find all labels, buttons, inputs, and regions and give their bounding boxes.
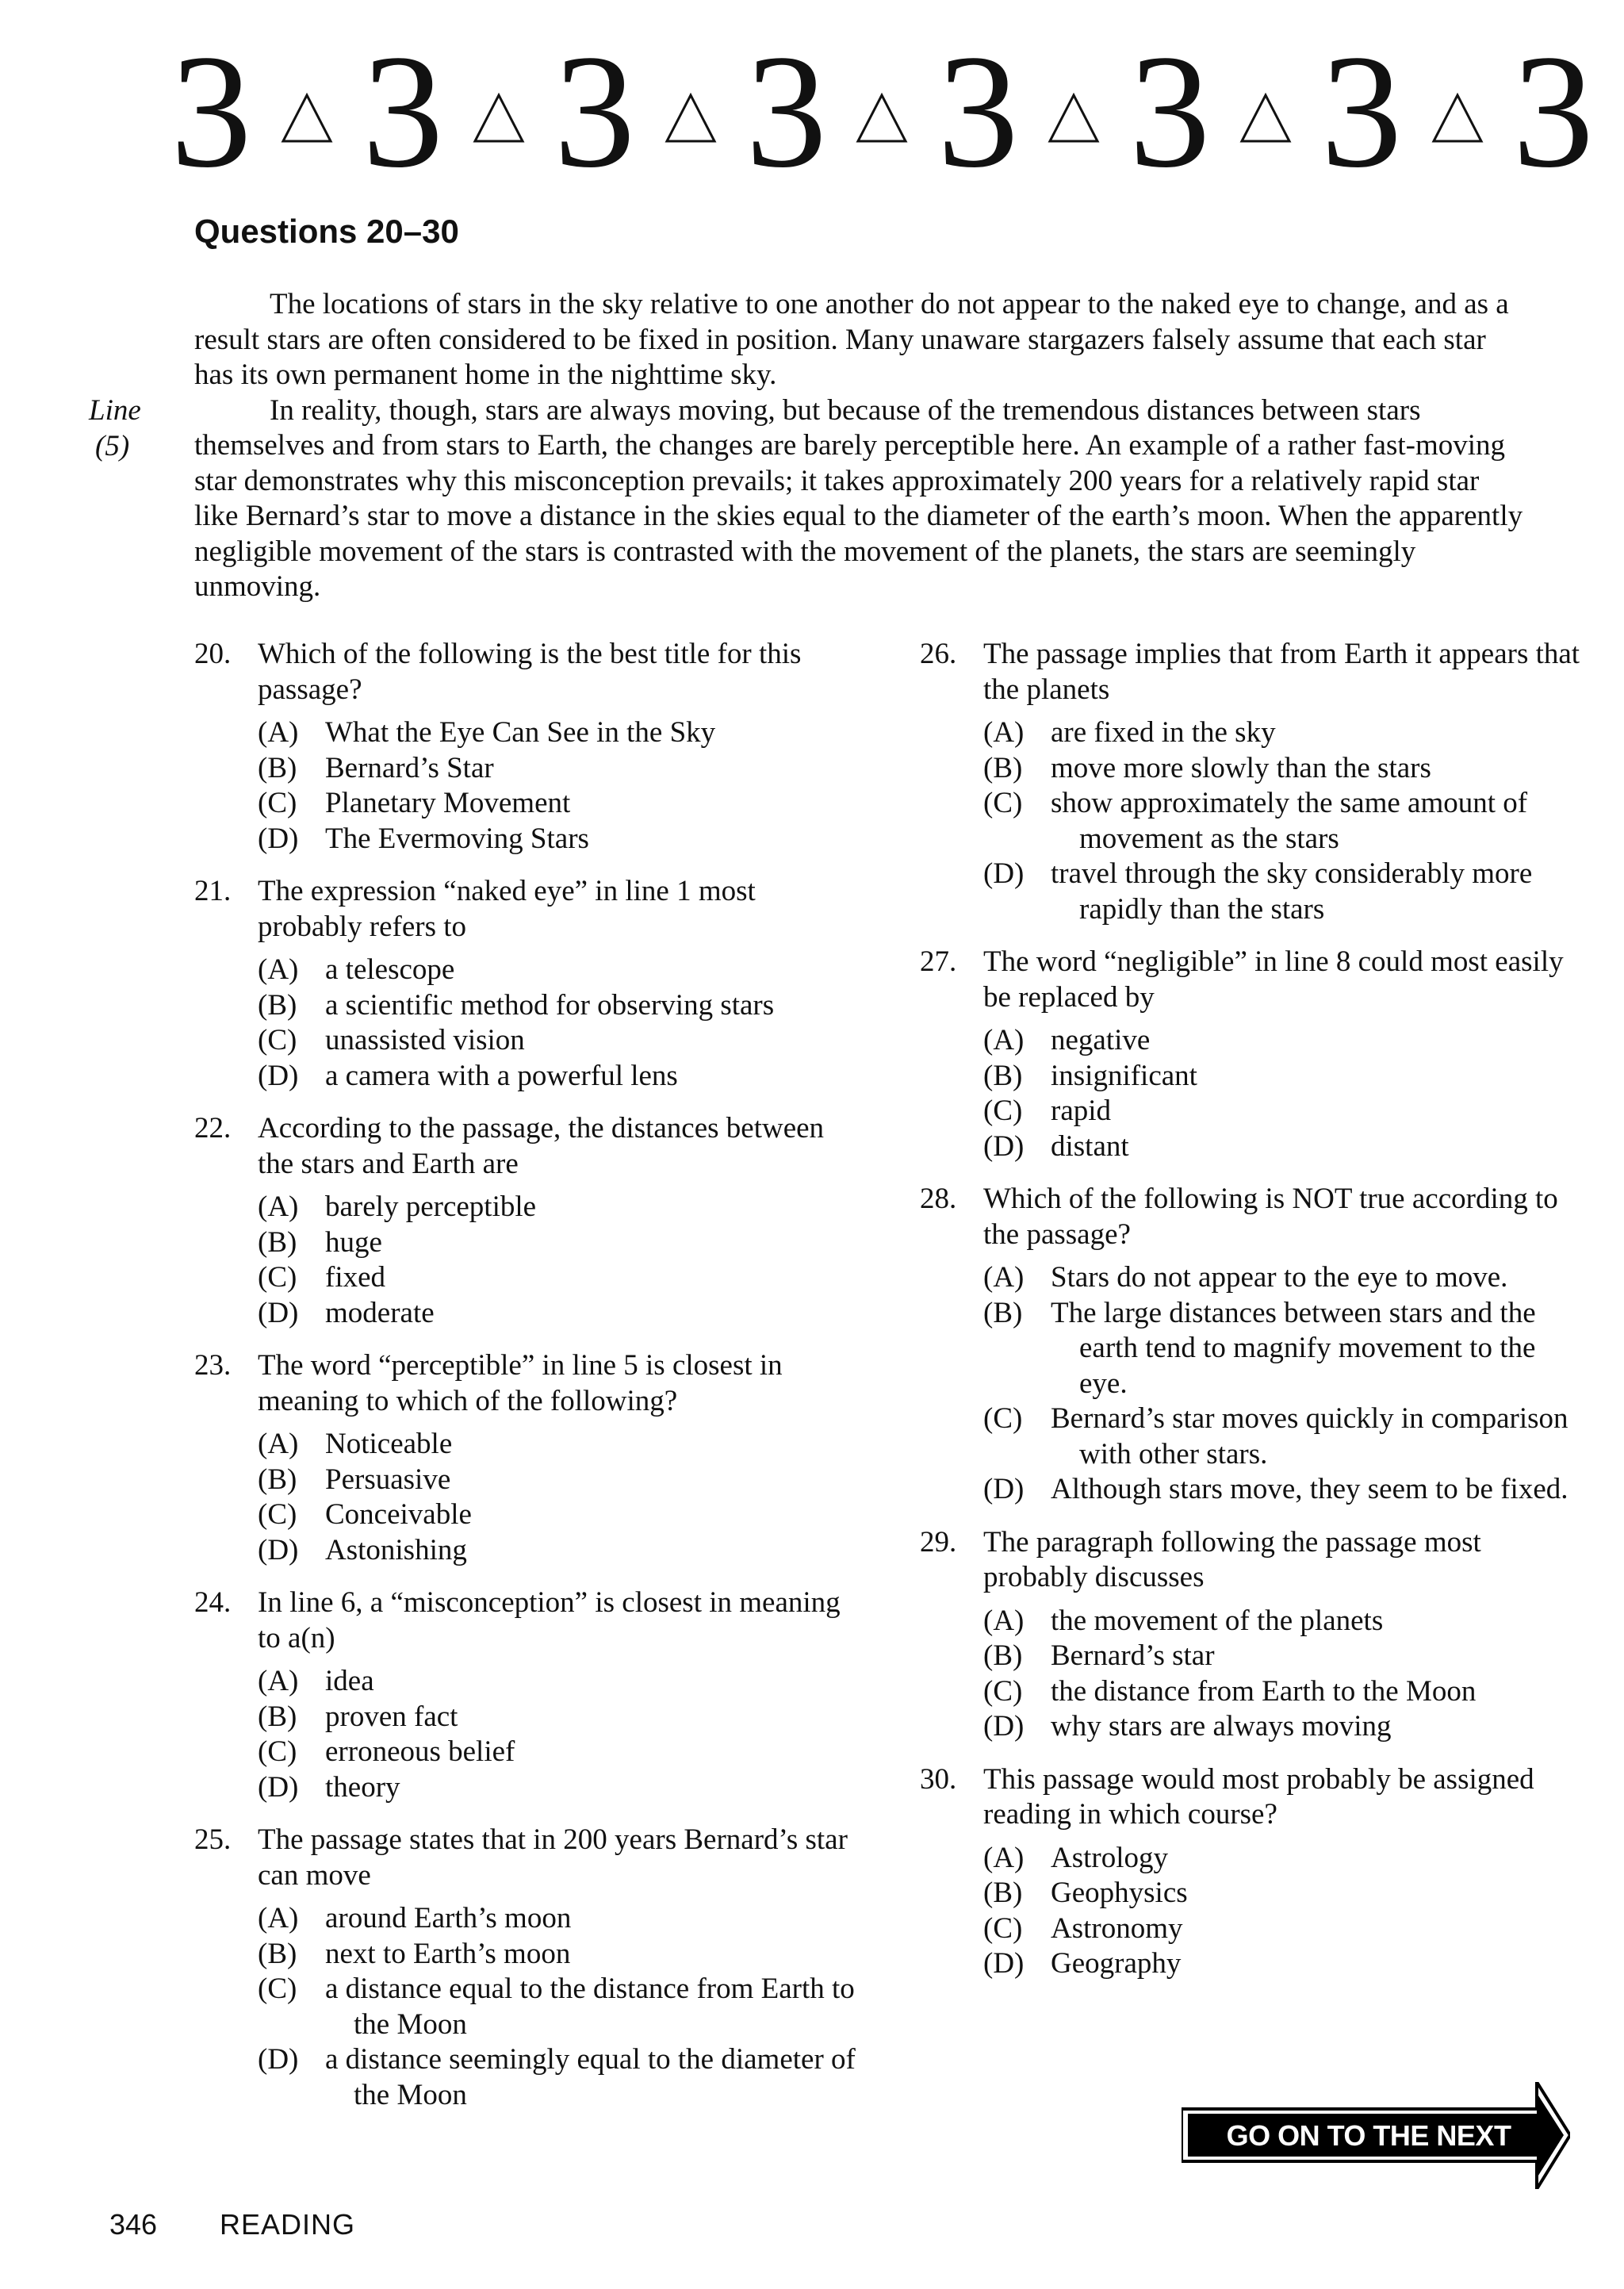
question-22 bbox=[194, 1111, 856, 1331]
option-text: Although stars move, they seem to be fixed. bbox=[1051, 1473, 1568, 1505]
triangle-icon bbox=[856, 92, 908, 144]
answer-option[interactable] bbox=[258, 1260, 856, 1296]
answer-option[interactable] bbox=[983, 1709, 1586, 1745]
option-letter: (B) bbox=[258, 1700, 297, 1733]
question-25 bbox=[194, 1823, 856, 2113]
answer-option[interactable] bbox=[983, 751, 1586, 787]
question-stem: The expression “naked eye” in line 1 most probably refers to bbox=[258, 875, 756, 943]
answer-option[interactable] bbox=[258, 1059, 856, 1095]
banner-digit: 3 bbox=[1512, 21, 1594, 201]
option-text: fixed bbox=[325, 1261, 386, 1294]
question-number: 25. bbox=[194, 1823, 232, 1856]
answer-option[interactable] bbox=[983, 1946, 1586, 1982]
option-text: Bernard’s star moves quickly in comparison with other stars. bbox=[1051, 1402, 1568, 1470]
answer-option[interactable] bbox=[983, 1094, 1586, 1129]
option-text: unassisted vision bbox=[325, 1024, 525, 1056]
option-letter: (D) bbox=[258, 2043, 299, 2076]
line-label: Line bbox=[89, 394, 141, 427]
reading-passage bbox=[194, 287, 1526, 605]
option-letter: (C) bbox=[983, 1911, 1023, 1945]
option-text: next to Earth’s moon bbox=[325, 1937, 571, 1970]
option-text: Persuasive bbox=[325, 1463, 451, 1496]
answer-option[interactable] bbox=[258, 1023, 856, 1059]
answer-option[interactable] bbox=[983, 786, 1586, 857]
question-number: 30. bbox=[920, 1762, 957, 1796]
option-letter: (C) bbox=[983, 787, 1023, 819]
answer-option[interactable] bbox=[258, 715, 856, 751]
option-text: a distance equal to the distance from Earth to the Moon bbox=[325, 1973, 855, 2041]
option-text: moderate bbox=[325, 1296, 435, 1329]
answer-option[interactable] bbox=[258, 1901, 856, 1937]
banner-digit: 3 bbox=[937, 21, 1019, 201]
triangle-icon bbox=[281, 92, 333, 144]
answer-option[interactable] bbox=[983, 1639, 1586, 1674]
line-5-label: (5) bbox=[95, 430, 130, 462]
question-number: 20. bbox=[194, 638, 232, 670]
answer-option[interactable] bbox=[258, 988, 856, 1024]
answer-option[interactable] bbox=[258, 2042, 856, 2113]
question-stem: The word “perceptible” in line 5 is closest in meaning to which of the following? bbox=[258, 1349, 783, 1417]
question-stem: According to the passage, the distances between the stars and Earth are bbox=[258, 1112, 825, 1180]
option-letter: (B) bbox=[983, 1059, 1023, 1092]
question-23 bbox=[194, 1348, 856, 1568]
option-text: negative bbox=[1051, 1024, 1151, 1056]
question-number: 21. bbox=[194, 875, 232, 907]
option-letter: (C) bbox=[983, 1402, 1023, 1435]
question-stem: The passage states that in 200 years Bernard’s star can move bbox=[258, 1823, 848, 1892]
questions-column-left bbox=[194, 637, 856, 2130]
option-text: a distance seemingly equal to the diameter of the Moon bbox=[325, 2043, 856, 2111]
option-text: proven fact bbox=[325, 1700, 458, 1733]
option-text: Bernard’s Star bbox=[325, 751, 494, 784]
option-text: a camera with a powerful lens bbox=[325, 1059, 678, 1092]
triangle-icon bbox=[1239, 92, 1292, 144]
question-stem: This passage would most probably be assigned reading in which course? bbox=[983, 1762, 1534, 1831]
question-number: 28. bbox=[920, 1183, 957, 1215]
answer-option[interactable] bbox=[983, 1472, 1586, 1508]
banner-digit: 3 bbox=[170, 21, 252, 201]
answer-option[interactable] bbox=[983, 1059, 1586, 1095]
question-number: 29. bbox=[920, 1525, 957, 1559]
banner-digit: 3 bbox=[1320, 21, 1403, 201]
option-letter: (D) bbox=[983, 857, 1025, 890]
banner-digit: 3 bbox=[362, 21, 444, 201]
option-text: rapid bbox=[1051, 1095, 1112, 1127]
question-stem: The word “negligible” in line 8 could most easily be replaced by bbox=[983, 945, 1564, 1014]
option-text: The Evermoving Stars bbox=[325, 822, 589, 855]
option-letter: (B) bbox=[258, 1463, 297, 1496]
option-letter: (C) bbox=[258, 1498, 297, 1531]
question-number: 22. bbox=[194, 1112, 232, 1144]
option-text: The large distances between stars and the earth tend to magnify movement to the eye. bbox=[1051, 1296, 1536, 1400]
option-letter: (D) bbox=[983, 1710, 1025, 1743]
option-text: Geophysics bbox=[1051, 1877, 1188, 1909]
answer-option[interactable] bbox=[983, 1296, 1586, 1402]
option-letter: (A) bbox=[983, 1604, 1025, 1637]
answer-option[interactable] bbox=[258, 1296, 856, 1332]
answer-option[interactable] bbox=[258, 1735, 856, 1770]
option-letter: (B) bbox=[983, 1296, 1023, 1329]
option-letter: (B) bbox=[258, 1937, 297, 1970]
option-letter: (B) bbox=[258, 751, 297, 784]
question-number: 27. bbox=[920, 945, 957, 978]
option-text: barely perceptible bbox=[325, 1191, 537, 1223]
option-text: Planetary Movement bbox=[325, 787, 571, 819]
answer-option[interactable] bbox=[258, 786, 856, 822]
question-27 bbox=[920, 945, 1586, 1164]
option-text: idea bbox=[325, 1665, 374, 1697]
answer-option[interactable] bbox=[258, 1225, 856, 1261]
option-text: why stars are always moving bbox=[1051, 1710, 1392, 1743]
triangle-icon bbox=[1431, 92, 1484, 144]
answer-option[interactable] bbox=[258, 1533, 856, 1569]
questions-heading: Questions 20–30 bbox=[194, 213, 459, 250]
question-stem: The passage implies that from Earth it appears that the planets bbox=[983, 638, 1580, 706]
option-letter: (C) bbox=[258, 1973, 297, 2005]
next-page-label: GO ON TO THE NEXT PAGE bbox=[1226, 2119, 1511, 2203]
question-26 bbox=[920, 637, 1586, 927]
option-letter: (B) bbox=[983, 1639, 1023, 1672]
answer-option[interactable] bbox=[258, 1664, 856, 1700]
option-letter: (D) bbox=[258, 822, 299, 855]
page-number: 346 bbox=[109, 2208, 158, 2241]
question-30 bbox=[920, 1762, 1586, 1982]
section-name: READING bbox=[220, 2208, 356, 2241]
banner-digit: 3 bbox=[553, 21, 636, 201]
answer-option[interactable] bbox=[983, 1876, 1586, 1911]
option-text: Bernard’s star bbox=[1051, 1639, 1215, 1672]
go-on-next-page-sign bbox=[1182, 2082, 1570, 2203]
section-banner bbox=[170, 21, 1594, 201]
option-text: insignificant bbox=[1051, 1059, 1197, 1092]
option-text: the distance from Earth to the Moon bbox=[1051, 1674, 1477, 1708]
option-letter: (A) bbox=[258, 1902, 299, 1934]
option-letter: (C) bbox=[258, 1024, 297, 1056]
option-letter: (B) bbox=[258, 1225, 297, 1259]
question-stem: Which of the following is NOT true according to the passage? bbox=[983, 1183, 1558, 1251]
question-21 bbox=[194, 874, 856, 1094]
answer-option[interactable] bbox=[983, 1911, 1586, 1947]
option-text: a telescope bbox=[325, 953, 455, 986]
option-letter: (C) bbox=[258, 1735, 297, 1768]
answer-option[interactable] bbox=[983, 1674, 1586, 1710]
option-letter: (D) bbox=[258, 1770, 299, 1804]
option-text: huge bbox=[325, 1225, 382, 1259]
option-letter: (A) bbox=[258, 716, 299, 749]
answer-option[interactable] bbox=[983, 1129, 1586, 1165]
answer-option[interactable] bbox=[258, 1427, 856, 1463]
option-letter: (B) bbox=[983, 751, 1023, 784]
passage-paragraph-1: The locations of stars in the sky relative to one another do not appear to the naked eye to change, and as a result stars are often considered to be fixed in position. Many unaware stargazers falsely assume that each star has its own permanent home in the nighttime sky. bbox=[194, 288, 1509, 391]
banner-digit: 3 bbox=[1128, 21, 1211, 201]
option-text: Astrology bbox=[1051, 1841, 1168, 1874]
question-29 bbox=[920, 1525, 1586, 1745]
option-letter: (D) bbox=[983, 1129, 1025, 1163]
answer-option[interactable] bbox=[983, 1260, 1586, 1296]
option-letter: (A) bbox=[258, 1428, 299, 1460]
question-20 bbox=[194, 637, 856, 857]
option-letter: (D) bbox=[258, 1533, 299, 1566]
option-letter: (A) bbox=[258, 1665, 299, 1697]
questions-column-right bbox=[920, 637, 1586, 2000]
answer-option[interactable] bbox=[983, 715, 1586, 751]
answer-option[interactable] bbox=[983, 1023, 1586, 1059]
option-text: What the Eye Can See in the Sky bbox=[325, 716, 716, 749]
option-text: Geography bbox=[1051, 1947, 1182, 1980]
option-text: theory bbox=[325, 1770, 400, 1804]
option-text: erroneous belief bbox=[325, 1735, 515, 1768]
option-letter: (A) bbox=[258, 1191, 299, 1223]
option-text: show approximately the same amount of movement as the stars bbox=[1051, 787, 1528, 855]
option-letter: (A) bbox=[983, 716, 1025, 749]
option-letter: (A) bbox=[983, 1841, 1025, 1874]
option-text: a scientific method for observing stars bbox=[325, 988, 775, 1022]
option-text: travel through the sky considerably more rapidly than the stars bbox=[1051, 857, 1533, 926]
triangle-icon bbox=[1048, 92, 1100, 144]
option-letter: (C) bbox=[983, 1674, 1023, 1708]
triangle-icon bbox=[473, 92, 525, 144]
option-text: Astronomy bbox=[1051, 1911, 1183, 1945]
answer-option[interactable] bbox=[258, 1463, 856, 1498]
option-letter: (D) bbox=[983, 1473, 1025, 1505]
option-text: Astonishing bbox=[325, 1533, 467, 1566]
answer-option[interactable] bbox=[258, 1770, 856, 1806]
option-text: Conceivable bbox=[325, 1498, 472, 1531]
option-text: Stars do not appear to the eye to move. bbox=[1051, 1261, 1508, 1294]
answer-option[interactable] bbox=[258, 1190, 856, 1225]
option-letter: (B) bbox=[983, 1877, 1023, 1909]
option-letter: (C) bbox=[983, 1095, 1023, 1127]
option-text: around Earth’s moon bbox=[325, 1902, 572, 1934]
option-letter: (C) bbox=[258, 1261, 297, 1294]
question-stem: Which of the following is the best title for this passage? bbox=[258, 638, 802, 706]
answer-option[interactable] bbox=[258, 1972, 856, 2042]
option-letter: (D) bbox=[258, 1296, 299, 1329]
banner-digit: 3 bbox=[745, 21, 827, 201]
answer-option[interactable] bbox=[983, 1841, 1586, 1877]
answer-option[interactable] bbox=[258, 751, 856, 787]
answer-option[interactable] bbox=[258, 822, 856, 857]
option-letter: (B) bbox=[258, 988, 297, 1022]
triangle-icon bbox=[665, 92, 717, 144]
option-letter: (A) bbox=[983, 1261, 1025, 1294]
option-text: are fixed in the sky bbox=[1051, 716, 1276, 749]
answer-option[interactable] bbox=[258, 1700, 856, 1735]
option-letter: (D) bbox=[258, 1059, 299, 1092]
option-letter: (A) bbox=[983, 1024, 1025, 1056]
option-text: distant bbox=[1051, 1129, 1129, 1163]
answer-option[interactable] bbox=[983, 857, 1586, 927]
option-text: Noticeable bbox=[325, 1428, 453, 1460]
option-text: move more slowly than the stars bbox=[1051, 751, 1431, 784]
question-24 bbox=[194, 1585, 856, 1805]
answer-option[interactable] bbox=[983, 1401, 1586, 1472]
question-stem: The paragraph following the passage most probably discusses bbox=[983, 1525, 1481, 1593]
question-number: 26. bbox=[920, 638, 957, 670]
option-text: the movement of the planets bbox=[1051, 1604, 1384, 1637]
option-letter: (A) bbox=[258, 953, 299, 986]
question-28 bbox=[920, 1182, 1586, 1508]
option-letter: (D) bbox=[983, 1947, 1025, 1980]
answer-option[interactable] bbox=[983, 1604, 1586, 1639]
answer-option[interactable] bbox=[258, 1497, 856, 1533]
option-letter: (C) bbox=[258, 787, 297, 819]
answer-option[interactable] bbox=[258, 953, 856, 988]
question-number: 23. bbox=[194, 1349, 232, 1382]
question-number: 24. bbox=[194, 1586, 232, 1619]
passage-paragraph-2: In reality, though, stars are always moving, but because of the tremendous distances between stars themselves and from stars to Earth, the changes are barely perceptible here. An example of a rather fast-moving star demonstrates why this misconception prevails; it takes approximately 200 years for a relatively rapid star like Bernard’s star to move a distance in the skies equal to the diameter of the earth’s moon. When the apparently negligible movement of the stars is contrasted with the movement of the planets, the stars are seemingly unmoving. bbox=[194, 393, 1523, 603]
answer-option[interactable] bbox=[258, 1937, 856, 1973]
question-stem: In line 6, a “misconception” is closest in meaning to a(n) bbox=[258, 1586, 841, 1654]
